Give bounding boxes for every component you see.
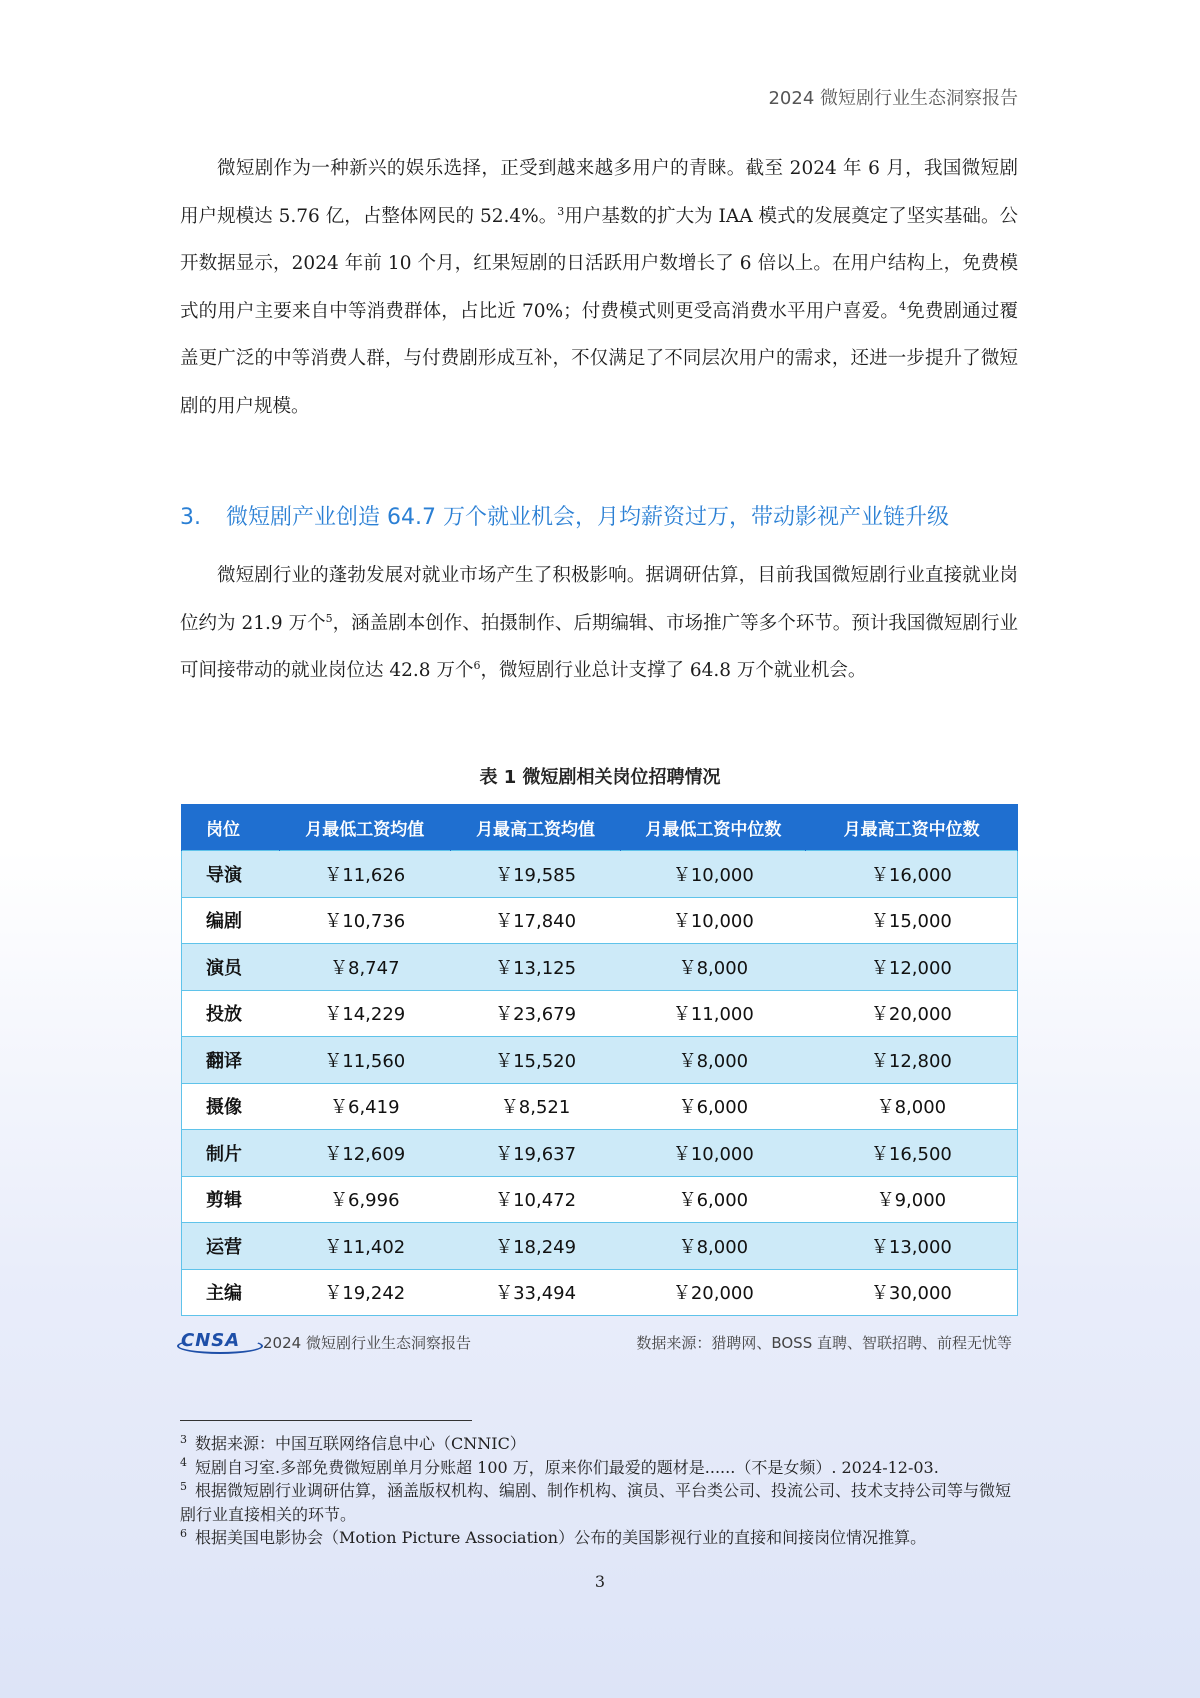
- table-cell: ￥16,000: [806, 851, 1018, 898]
- footnote-mark: 3: [180, 1432, 187, 1446]
- table-cell: ￥19,637: [450, 1130, 621, 1177]
- table-cell-position: 剪辑: [182, 1176, 280, 1223]
- table-row: [182, 1269, 1018, 1316]
- table-cell: ￥17,840: [450, 897, 621, 944]
- table-cell: ￥6,996: [279, 1176, 450, 1223]
- footnote-ref[interactable]: 4: [899, 299, 906, 313]
- table-cell: ￥19,585: [450, 851, 621, 898]
- footnote-text: 数据来源：中国互联网络信息中心（CNNIC）: [195, 1434, 526, 1453]
- page-number: 3: [594, 1572, 606, 1591]
- table-cell: ￥13,000: [806, 1223, 1018, 1270]
- table-footer: [181, 1330, 1018, 1356]
- footer-report-title: 2024 微短剧行业生态洞察报告: [263, 1334, 471, 1352]
- footnote: [180, 1456, 1020, 1480]
- table-cell: ￥10,472: [450, 1176, 621, 1223]
- table-cell: ￥10,736: [279, 897, 450, 944]
- table-cell: ￥15,520: [450, 1037, 621, 1084]
- column-header: 月最高工资均值: [450, 804, 621, 851]
- footnote-text: 根据微短剧行业调研估算，涵盖版权机构、编剧、制作机构、演员、平台类公司、投流公司、技术支持公司等与微短剧行业直接相关的环节。: [180, 1481, 1012, 1524]
- table-row: [182, 851, 1018, 898]
- data-source: 数据来源：猎聘网、BOSS 直聘、智联招聘、前程无忧等: [636, 1334, 1012, 1352]
- footnote-divider: [180, 1420, 472, 1421]
- table-cell-position: 运营: [182, 1223, 280, 1270]
- column-header: 月最高工资中位数: [806, 804, 1018, 851]
- table-cell: ￥14,229: [279, 990, 450, 1037]
- footnote-ref[interactable]: 6: [473, 658, 481, 672]
- table-cell: ￥10,000: [621, 897, 806, 944]
- table-cell: ￥18,249: [450, 1223, 621, 1270]
- table-cell: ￥30,000: [806, 1269, 1018, 1316]
- employment-paragraph: 微短剧行业的蓬勃发展对就业市场产生了积极影响。据调研估算，目前我国微短剧行业直接就业岗位约为 21.9 万个$^5$，涵盖剧本创作、拍摄制作、后期编辑、市场推广等多个环节。预计我国微短剧行业可间接带动的就业岗位达 42.8 万个$^6$，微短剧行业总计支撑了 64.8 万个就业机会。: [180, 565, 1018, 681]
- table-cell: ￥11,560: [279, 1037, 450, 1084]
- table-cell: ￥19,242: [279, 1269, 450, 1316]
- table-cell-position: 投放: [182, 990, 280, 1037]
- table-row: [182, 1223, 1018, 1270]
- table-cell: ￥12,800: [806, 1037, 1018, 1084]
- table-cell-position: 主编: [182, 1269, 280, 1316]
- table-cell: ￥12,609: [279, 1130, 450, 1177]
- logo-swoosh: [177, 1338, 263, 1354]
- footnote: [180, 1432, 1020, 1456]
- table-cell: ￥8,000: [621, 1037, 806, 1084]
- section-title: 微短剧产业创造 64.7 万个就业机会，月均薪资过万，带动影视产业链升级: [226, 505, 949, 530]
- table-cell: ￥8,521: [450, 1083, 621, 1130]
- table-row: [182, 1176, 1018, 1223]
- table-cell: ￥8,000: [806, 1083, 1018, 1130]
- footnote-mark: 4: [180, 1456, 187, 1470]
- salary-table-container: [181, 804, 1018, 1316]
- salary-table: [181, 804, 1018, 1316]
- table-header-row: [182, 804, 1018, 851]
- table-cell: ￥11,626: [279, 851, 450, 898]
- table-cell: ￥16,500: [806, 1130, 1018, 1177]
- table-cell: ￥6,000: [621, 1176, 806, 1223]
- table-cell-position: 编剧: [182, 897, 280, 944]
- table-cell: ￥6,419: [279, 1083, 450, 1130]
- table-row: [182, 1083, 1018, 1130]
- table-row: [182, 897, 1018, 944]
- table-cell: ￥11,000: [621, 990, 806, 1037]
- table-cell-position: 制片: [182, 1130, 280, 1177]
- table-row: [182, 1130, 1018, 1177]
- column-header: 岗位: [182, 804, 280, 851]
- table-cell: ￥8,000: [621, 944, 806, 991]
- table-cell: ￥20,000: [621, 1269, 806, 1316]
- intro-paragraph: 微短剧作为一种新兴的娱乐选择，正受到越来越多用户的青睐。截至 2024 年 6 月，我国微短剧用户规模达 5.76 亿，占整体网民的 52.4%。$^3$用户基数的扩大为 IAA 模式的发展奠定了坚实基础。公开数据显示，2024 年前 10 个月，红果短剧的日活跃用户数增长了 6 倍以上。在用户结构上，免费模式的用户主要来自中等消费群体，占比近 70%；付费模式则更受高消费水平用户喜爱。$^4$免费剧通过覆盖更广泛的中等消费人群，与付费剧形成互补，不仅满足了不同层次用户的需求，还进一步提升了微短剧的用户规模。: [180, 158, 1018, 417]
- footnote-mark: 6: [180, 1526, 187, 1540]
- table-cell: ￥8,000: [621, 1223, 806, 1270]
- running-header: 2024 微短剧行业生态洞察报告: [768, 88, 1018, 109]
- table-cell: ￥8,747: [279, 944, 450, 991]
- table-cell: ￥23,679: [450, 990, 621, 1037]
- table-row: [182, 1037, 1018, 1084]
- cnsa-logo: [181, 1330, 251, 1352]
- table-cell: ￥20,000: [806, 990, 1018, 1037]
- table-cell: ￥10,000: [621, 851, 806, 898]
- table-cell-position: 导演: [182, 851, 280, 898]
- footnote-text: 短剧自习室.多部免费微短剧单月分账超 100 万，原来你们最爱的题材是......（不是女频）. 2024-12-03.: [195, 1457, 939, 1477]
- table-caption: 表 1 微短剧相关岗位招聘情况: [479, 767, 721, 788]
- footnotes: [180, 1432, 1020, 1550]
- table-row: [182, 990, 1018, 1037]
- table-row: [182, 944, 1018, 991]
- table-cell-position: 演员: [182, 944, 280, 991]
- footnote: [180, 1479, 1020, 1526]
- table-cell-position: 翻译: [182, 1037, 280, 1084]
- table-cell: ￥10,000: [621, 1130, 806, 1177]
- footnote-text: 根据美国电影协会（Motion Picture Association）公布的美国影视行业的直接和间接岗位情况推算。: [195, 1528, 927, 1547]
- footnote: [180, 1526, 1020, 1550]
- footnote-ref[interactable]: 5: [325, 611, 333, 625]
- footnote-ref[interactable]: 3: [557, 204, 565, 218]
- table-cell: ￥33,494: [450, 1269, 621, 1316]
- table-cell: ￥11,402: [279, 1223, 450, 1270]
- column-header: 月最低工资中位数: [621, 804, 806, 851]
- logo-text: CNSA: [181, 1330, 241, 1351]
- table-cell: ￥15,000: [806, 897, 1018, 944]
- table-cell: ￥6,000: [621, 1083, 806, 1130]
- table-cell: ￥13,125: [450, 944, 621, 991]
- column-header: 月最低工资均值: [279, 804, 450, 851]
- section-number: 3.: [180, 505, 201, 530]
- table-cell-position: 摄像: [182, 1083, 280, 1130]
- section-heading: [180, 500, 949, 531]
- footnote-mark: 5: [180, 1479, 187, 1493]
- table-cell: ￥9,000: [806, 1176, 1018, 1223]
- table-cell: ￥12,000: [806, 944, 1018, 991]
